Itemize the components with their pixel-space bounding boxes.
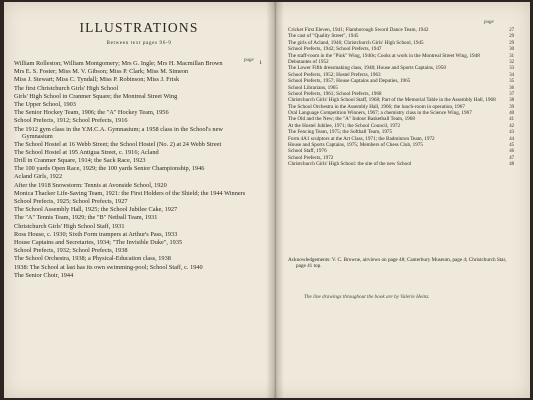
- book-gutter: [266, 2, 284, 398]
- illustration-list-right: [288, 28, 514, 169]
- entry-text: Christchurch Girls' High School Staff, 1931: [14, 222, 125, 230]
- entry-text: School Prefects, 1961; School Prefects, 1968: [288, 90, 382, 97]
- list-item: [14, 223, 264, 230]
- entry-text: William Rolleston; William Montgomery; Mrs G. Ingle; Mrs H. Macmillan Brown: [14, 60, 223, 67]
- entry-page-number: 32: [509, 59, 514, 65]
- page-subtitle: Between text pages 96-9: [106, 40, 172, 46]
- entry-page-number: 42: [509, 123, 514, 129]
- entry-text: House Captains and Secretaries, 1934; "The Invisible Duke", 1935: [14, 238, 183, 246]
- list-item: [14, 239, 264, 246]
- left-page: [4, 2, 266, 398]
- entry-text: The Fencing Team, 1975; the Softball Team, 1975: [288, 129, 393, 136]
- list-item: [14, 109, 264, 116]
- entry-text: Form 4A1 sculptors at the Art Class, 1971; the Badminton Team, 1972: [288, 135, 435, 142]
- illustration-list-left: [14, 60, 264, 280]
- list-item: [288, 162, 514, 168]
- entry-text: Girls' High School in Cranmer Square; the Montreal Street Wing: [14, 92, 178, 100]
- list-item: [14, 231, 264, 238]
- entry-text: At the Hostel Jubilee, 1971; the School Council, 1972: [288, 122, 401, 129]
- entry-text: School Librarians, 1965: [288, 84, 338, 91]
- entry-page-number: 29: [509, 40, 514, 46]
- acknowledgements: [288, 258, 514, 271]
- list-item: [14, 101, 264, 108]
- entry-text: The Lower Fifth dressmaking class, 1948; House and Sports Captains, 1950: [288, 65, 446, 72]
- entry-text: School Prefects, 1972: [288, 154, 334, 161]
- list-item: [14, 126, 264, 140]
- list-item: [14, 190, 264, 197]
- entry-text: School Prefects, 1925; School Prefects, 1927: [14, 198, 128, 205]
- entry-page-number: 35: [509, 79, 514, 85]
- entry-page-number: 33: [509, 66, 514, 72]
- list-item: [14, 214, 264, 221]
- entry-page-number: 29: [509, 34, 514, 40]
- illustration-credit: The line drawings throughout the book are by Valerie Heinz.: [304, 294, 430, 300]
- entry-text: The School Orchestra in the Assembly Hall, 1966; the lunch-room in operation, 1967: [288, 103, 465, 110]
- entry-page-number: 30: [509, 47, 514, 53]
- entry-text: Ross House, c. 1930; Sixth Form trampers at Arthur's Pass, 1933: [14, 230, 178, 238]
- list-item: [14, 272, 264, 279]
- entry-text: 1938: The School at last has its own swimming-pool; School Staff, c. 1940: [14, 263, 203, 271]
- entry-text: Mrs E. S. Foster; Miss M. V. Gibson; Miss P. Clark; Miss M. Simeon: [14, 68, 189, 76]
- entry-page-number: 36: [509, 85, 514, 91]
- entry-text: The first Christchurch Girls' High School: [14, 84, 119, 92]
- entry-page-number: 46: [509, 149, 514, 155]
- list-item: [14, 198, 264, 205]
- entry-page-number: 44: [509, 136, 514, 142]
- entry-text: School Prefects, 1957; House Captains and Deputies, 1965: [288, 78, 411, 85]
- entry-text: Christchurch Girls' High School Staff, 1968; Part of the Memorial Table in the Assembly Hall, 1968: [288, 97, 496, 104]
- list-item: [14, 182, 264, 189]
- entry-page-number: 27: [509, 28, 514, 33]
- entry-text: Drill in Cranmer Square, 1914; the Sack Race, 1923: [14, 157, 146, 165]
- entry-text: School Prefects, 1912; School Prefects, 1916: [14, 117, 128, 125]
- entry-text: Debutantes of 1952: [288, 58, 329, 65]
- page-column-header: page: [484, 20, 494, 25]
- entry-text: Miss J. Stewart; Miss C. Tyndall; Miss P. Robinson; Miss J. Frisk: [14, 76, 180, 84]
- entry-text: Acland Girls, 1922: [14, 173, 63, 181]
- list-item: [14, 141, 264, 148]
- entry-page-number: 31: [509, 53, 514, 59]
- page-column-header: page: [244, 58, 254, 63]
- entry-text: The cast of "Quality Street", 1945: [288, 33, 359, 40]
- entry-text: Cricket First Eleven, 1941; Flamborough Sword Dance Team, 1942: [288, 27, 429, 33]
- list-item: [14, 173, 264, 180]
- book-spread: [4, 2, 530, 398]
- entry-page-number: 47: [509, 155, 514, 161]
- entry-page-number: 43: [509, 130, 514, 136]
- entry-text: After the 1918 Snowstorm: Tennis at Avonside School, 1920: [14, 181, 167, 189]
- entry-text: Monica Thacker Life-Saving Team, 1921: the First Holders of the Shield; the 1944 Winners: [14, 189, 246, 197]
- list-item: [14, 206, 264, 213]
- list-item: [14, 255, 264, 262]
- entry-text: School Staff, 1976: [288, 148, 327, 155]
- entry-text: The "A" Tennis Team, 1929; the "B" Netball Team, 1931: [14, 214, 158, 222]
- entry-text: The Upper School, 1903: [14, 100, 76, 108]
- entry-text: The girls of Acland, 1946; Christchurch Girls' High School, 1945: [288, 39, 424, 46]
- entry-page-number: 40: [509, 111, 514, 117]
- list-item: [14, 85, 264, 92]
- acknowledgements-text: Acknowledgements: V. C. Browne, airviews on page 48; Canterbury Museum, page 4; Christchurch Star, page 41 top.: [288, 257, 507, 269]
- list-item: [14, 76, 264, 83]
- list-item: [14, 157, 264, 164]
- list-item: [14, 247, 264, 254]
- entry-page-number: 34: [509, 72, 514, 78]
- entry-text: The staff-room in the "Pink" Wing, 1940s; Cooks at work in the Montreal Street Wing, 1948: [288, 52, 480, 59]
- entry-text: The Senior Choir, 1944: [14, 271, 74, 279]
- entry-text: School Prefects, 1952; Hostel Prefects, 1963: [288, 71, 381, 78]
- entry-text: The Old and the New; the "A" Indoor Basketball Team, 1968: [288, 116, 415, 123]
- list-item: [14, 68, 264, 75]
- list-item: [14, 93, 264, 100]
- entry-page-number: 38: [509, 98, 514, 104]
- entry-page-number: 1: [259, 60, 262, 66]
- entry-text: School Prefects, 1942; School Prefects, 1947: [288, 46, 382, 53]
- entry-page-number: 39: [509, 104, 514, 110]
- list-item: [14, 264, 264, 271]
- list-item: [14, 149, 264, 156]
- entry-text: House and Sports Captains, 1975; Members of Chess Club, 1975: [288, 142, 424, 149]
- entry-text: Oral Language Competition Winners, 1967; a chemistry class in the Science Wing, 1967: [288, 110, 472, 117]
- list-item: [14, 117, 264, 124]
- entry-page-number: 45: [509, 143, 514, 149]
- list-item: [14, 60, 264, 67]
- entry-page-number: 48: [509, 162, 514, 168]
- entry-text: The School Orchestra, 1938; a Physical-Education class, 1938: [14, 255, 171, 263]
- entry-text: The Senior Hockey Team, 1906; the "A" Hockey Team, 1956: [14, 109, 169, 117]
- entry-text: School Prefects, 1932; School Prefects, 1938: [14, 247, 128, 255]
- list-item: [14, 165, 264, 172]
- entry-text: The 1912 gym class in the Y.M.C.A. Gymnasium; a 1958 class in the School's new Gymnasium: [14, 125, 223, 140]
- entry-page-number: 37: [509, 91, 514, 97]
- entry-text: The School Hostel at 16 Webb Street; the School Hostel (No. 2) at 24 Webb Street: [14, 140, 222, 148]
- page-title: ILLUSTRATIONS: [79, 20, 199, 35]
- entry-text: The School Hostel at 195 Antigua Street, c. 1916; Acland: [14, 148, 159, 156]
- right-page: [284, 2, 530, 398]
- entry-page-number: 41: [509, 117, 514, 123]
- entry-text: The 100 yards Open Race, 1929; the 100 yards Senior Championship, 1946: [14, 165, 205, 173]
- entry-text: Christchurch Girls' High School: the site of the new School: [288, 161, 412, 168]
- entry-text: The School Assembly Hall, 1925; the School Jubilee Cake, 1927: [14, 206, 178, 214]
